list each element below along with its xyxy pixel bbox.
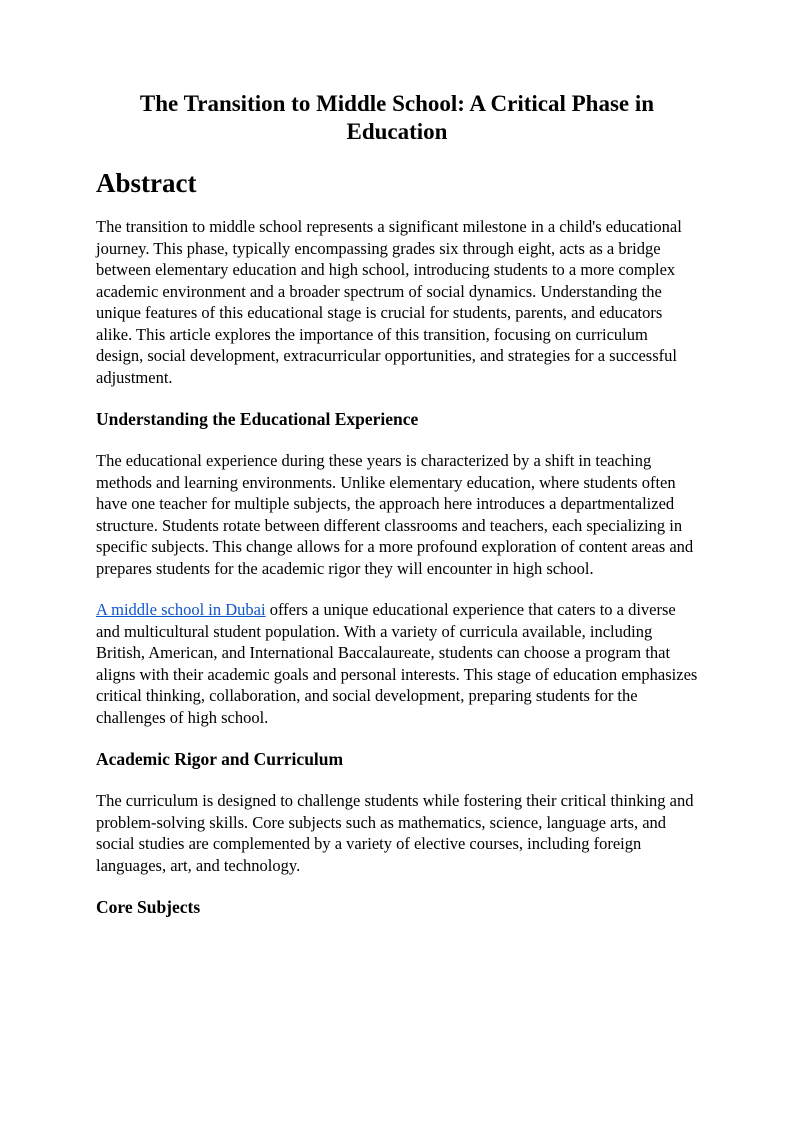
academic-rigor-paragraph: The curriculum is designed to challenge students while fostering their critical thinking and problem-solving skills. Core subjects such as mathematics, science, language arts, and social studies are complemented by a variety of elective courses, including foreign languages, art, and technology. [96,791,694,875]
section-heading-core-subjects: Core Subjects [96,897,201,917]
section-heading-educational-experience: Understanding the Educational Experience [96,409,419,429]
dubai-paragraph-text: offers a unique educational experience that caters to a diverse and multicultural student population. With a variety of curricula available, including British, American, and International Baccalaureate, students can choose a program that aligns with their academic goals and personal interests. This stage of education emphasizes critical thinking, collaboration, and social development, preparing students for the challenges of high school. [96,600,698,727]
middle-school-dubai-link[interactable]: A middle school in Dubai [96,600,266,619]
abstract-heading: Abstract [96,168,197,198]
dubai-school-paragraph [96,599,698,728]
section-heading-academic-rigor: Academic Rigor and Curriculum [96,749,344,769]
abstract-paragraph: The transition to middle school represents a significant milestone in a child's educational journey. This phase, typically encompassing grades six through eight, acts as a bridge between elementary education and high school, introducing students to a more complex academic environment and a broader spectrum of social dynamics. Understanding the unique features of this educational stage is crucial for students, parents, and educators alike. This article explores the importance of this transition, focusing on curriculum design, social development, extracurricular opportunities, and strategies for a successful adjustment. [96,217,682,387]
educational-experience-paragraph: The educational experience during these years is characterized by a shift in teaching methods and learning environments. Unlike elementary education, where students often have one teacher for multiple subjects, the approach here introduces a departmentalized structure. Students rotate between different classrooms and teachers, each specializing in specific subjects. This change allows for a more profound exploration of content areas and prepares students for the academic rigor they will encounter in high school. [96,451,694,578]
document-title: The Transition to Middle School: A Critical Phase in Education [139,91,655,144]
